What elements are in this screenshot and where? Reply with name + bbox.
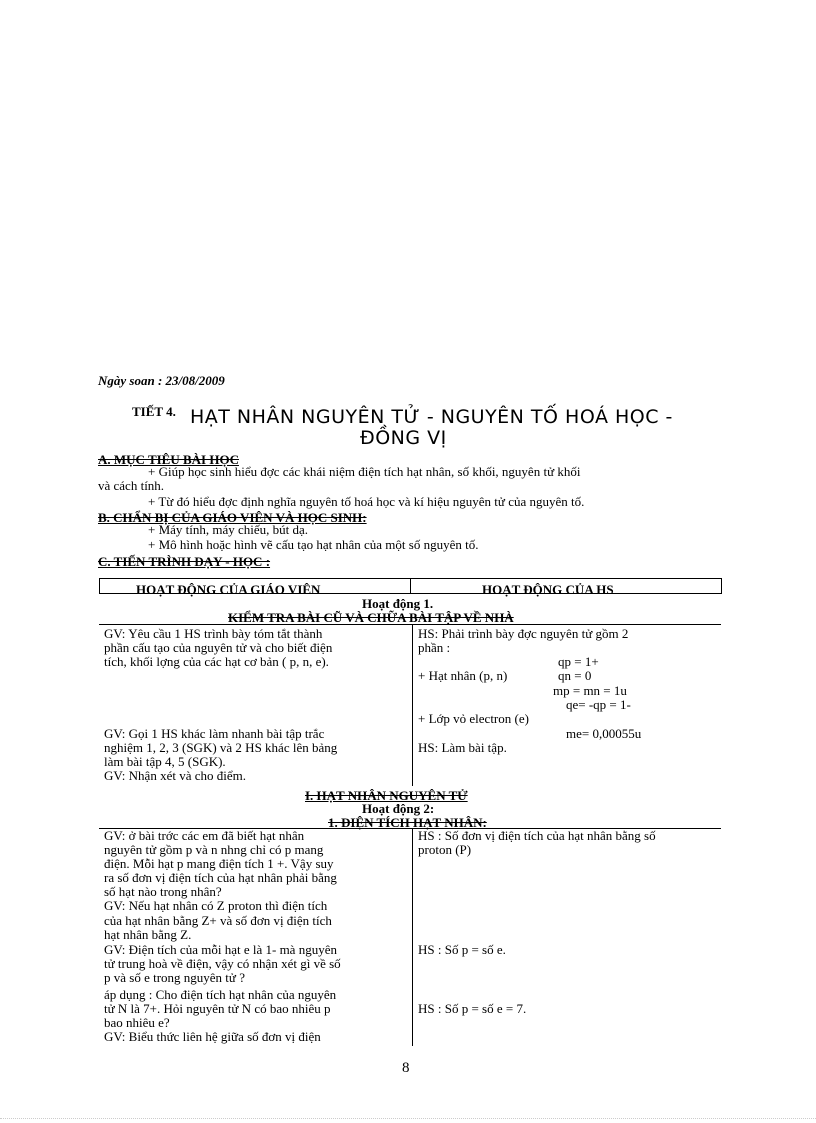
section-b-line2: + Mô hình hoặc hình vẽ cấu tạo hạt nhân của một số nguyên tố. — [148, 537, 479, 552]
lesson-title-line1: HẠT NHÂN NGUYÊN TỬ - NGUYÊN TỐ HOÁ HỌC - — [190, 406, 673, 428]
page-bottom-border — [0, 1118, 816, 1119]
activity1-hs2: HS: Làm bài tập. — [418, 740, 507, 755]
activity2-label: Hoạt động 2: — [362, 801, 435, 816]
activity1-column-divider — [412, 624, 413, 786]
activity1-gv2-line1: GV: Gọi 1 HS khác làm nhanh bài tập trắc — [104, 726, 325, 741]
activity1-hs-line2: phần : — [418, 640, 451, 655]
section-b-line1: + Máy tính, máy chiếu, bút dạ. — [148, 522, 309, 537]
activity1-qp: qp = 1+ — [558, 654, 599, 669]
activity2-gv1-line1: GV: ở bài trớc các em đã biết hạt nhân — [104, 828, 305, 843]
activity2-gv2-line2: của hạt nhân bằng Z+ và số đơn vị điện tích — [104, 913, 332, 928]
section-i-heading: I. HẠT NHÂN NGUYÊN TỬ — [305, 788, 468, 803]
activity2-gv4-line3: bao nhiêu e? — [104, 1015, 170, 1030]
activity1-mp: mp = mn = 1u — [553, 683, 627, 698]
activity1-gv-line3: tích, khối lợng của các hạt cơ bản ( p, n, e). — [104, 654, 329, 669]
section-a-line1: + Giúp học sinh hiểu đợc các khái niệm điện tích hạt nhân, số khối, nguyên tử khối — [148, 464, 581, 479]
section-i-sub-heading: 1. ĐIỆN TÍCH HẠT NHÂN: — [328, 815, 487, 830]
activity2-gv1-line4: ra số đơn vị điện tích của hạt nhân phải bằng — [104, 870, 337, 885]
activity1-hs-line1: HS: Phải trình bày đợc nguyên tử gồm 2 — [418, 626, 629, 641]
activity2-hs1-line2: proton (P) — [418, 842, 472, 857]
activity1-gv2-line2: nghiệm 1, 2, 3 (SGK) và 2 HS khác lên bảng — [104, 740, 338, 755]
section-a-line2: và cách tính. — [98, 478, 165, 493]
activity1-gv-line1: GV: Yêu cầu 1 HS trình bày tóm tắt thành — [104, 626, 323, 641]
activity2-hs1-line1: HS : Số đơn vị điện tích của hạt nhân bằng số — [418, 828, 656, 843]
activity1-rule — [99, 624, 721, 625]
activity2-gv4-line2: tử N là 7+. Hỏi nguyên tử N có bao nhiêu p — [104, 1001, 331, 1016]
activity2-hs4: HS : Số p = số e = 7. — [418, 1001, 527, 1016]
lesson-title-line2: ĐỒNG VỊ — [360, 427, 447, 449]
activity2-gv1-line2: nguyên tử gồm p và n nhng chỉ có p mang — [104, 842, 324, 857]
activity2-gv5: GV: Biểu thức liên hệ giữa số đơn vị điện — [104, 1029, 321, 1044]
lesson-number: TIẾT 4. — [132, 404, 176, 419]
activity1-qe: qe= -qp = 1- — [566, 697, 631, 712]
activity1-title: KIỂM TRA BÀI CŨ VÀ CHỮA BÀI TẬP VỀ NHÀ — [228, 610, 514, 625]
table-header-gv: HOẠT ĐỘNG CỦA GIÁO VIÊN — [136, 582, 321, 597]
activity2-gv1-line3: điện. Mỗi hạt p mang điện tích 1 +. Vậy suy — [104, 856, 334, 871]
activity1-nucleus: + Hạt nhân (p, n) — [418, 668, 508, 683]
section-c-heading: C. TIẾN TRÌNH DẠY - HỌC : — [98, 554, 271, 569]
date-line: Ngày soan : 23/08/2009 — [98, 373, 225, 388]
activity2-gv3-line1: GV: Điện tích của mỗi hạt e là 1- mà nguyên — [104, 942, 337, 957]
activity2-gv3-line2: tử trung hoà về điện, vậy có nhận xét gì về số — [104, 956, 341, 971]
activity1-label: Hoạt động 1. — [362, 596, 434, 611]
table-header-divider — [410, 578, 411, 593]
activity1-gv2-line3: làm bài tập 4, 5 (SGK). — [104, 754, 226, 769]
section-a-line3: + Từ đó hiểu đợc định nghĩa nguyên tố hoá học và kí hiệu nguyên tử của nguyên tố. — [148, 494, 585, 509]
table-header-hs: HOẠT ĐỘNG CỦA HS — [482, 582, 614, 597]
activity2-column-divider — [412, 828, 413, 1046]
activity2-gv2-line1: GV: Nếu hạt nhân có Z proton thì điện tích — [104, 898, 328, 913]
activity2-hs3: HS : Số p = số e. — [418, 942, 506, 957]
section-a-heading: A. MỤC TIÊU BÀI HỌC — [98, 452, 239, 467]
activity2-gv1-line5: số hạt nào trong nhân? — [104, 884, 222, 899]
activity1-me: me= 0,00055u — [566, 726, 642, 741]
activity1-shell: + Lớp vỏ electron (e) — [418, 711, 529, 726]
activity2-gv3-line3: p và số e trong nguyên tử ? — [104, 970, 245, 985]
activity2-gv4-line1: áp dụng : Cho điện tích hạt nhân của nguyên — [104, 987, 337, 1002]
section-b-heading: B. CHẨN BỊ CỦA GIÁO VIÊN VÀ HỌC SINH: — [98, 510, 367, 525]
activity1-gv-line2: phần cấu tạo của nguyên tử và cho biết điện — [104, 640, 333, 655]
activity1-gv2-line4: GV: Nhận xét và cho điểm. — [104, 768, 246, 783]
page-number: 8 — [402, 1060, 410, 1076]
activity2-gv2-line3: hạt nhân bằng Z. — [104, 927, 192, 942]
activity1-qn: qn = 0 — [558, 668, 592, 683]
